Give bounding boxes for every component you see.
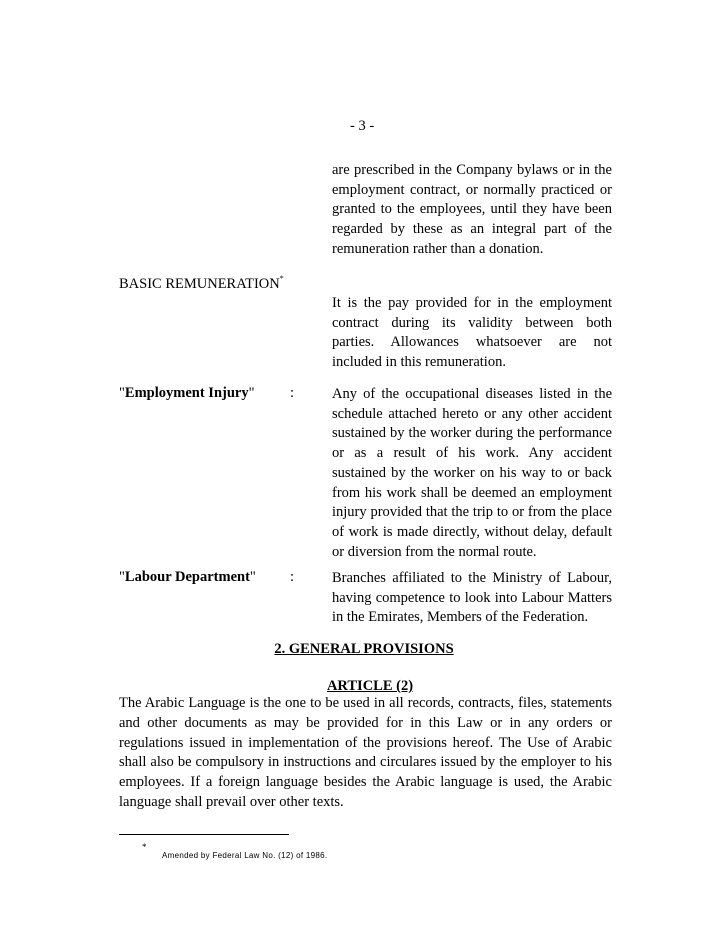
definition-term <box>119 385 255 402</box>
quote-open: " <box>119 385 125 401</box>
quote-open: " <box>119 569 125 585</box>
page-number: - 3 - <box>350 118 375 134</box>
continuation-text: are prescribed in the Company bylaws or in the employment contract, or normally practiced or granted to the employees, until they have been regarded by these as an integral part of the remuneration rather than a donation. <box>332 162 612 257</box>
quote-close: " <box>248 385 255 401</box>
definition-text: Branches affiliated to the Ministry of Labour, having competence to look into Labour Matters in the Emirates, Members of the Federation. <box>332 570 612 626</box>
footnote-marker: * <box>279 274 284 283</box>
footnote-text: Amended by Federal Law No. (12) of 1986. <box>162 851 328 860</box>
definition-text: It is the pay provided for in the employment contract during its validity between both parties. Allowances whatsoever are not included in this remuneration. <box>332 295 612 371</box>
term-label: Labour Department <box>124 569 250 585</box>
section-heading: 2. GENERAL PROVISIONS <box>274 641 454 657</box>
definition-term <box>119 569 256 586</box>
quote-close: " <box>249 569 256 585</box>
article-heading: ARTICLE (2) <box>326 678 414 694</box>
definition-colon: : <box>290 385 295 401</box>
definition-text: Any of the occupational diseases listed in the schedule attached hereto or any other accident sustained by the worker during the performance or as a result of his work. Any accident sustained by the worker on his way to or back from his work shall be deemed an employment injury provided that the trip to or from the place of work is made directly, without delay, default or diversion from the normal route. <box>332 386 612 560</box>
definition-term <box>119 276 284 293</box>
footnote-divider <box>119 834 289 835</box>
term-label: Employment Injury <box>124 385 249 401</box>
article-paragraph: The Arabic Language is the one to be used in all records, contracts, files, statements and other documents as may be provided for in this Law or in any orders or regulations issued in implementation of the provisions hereof. The Use of Arabic shall also be compulsory in instructions and circulares issued by the employer to his employees. If a foreign language besides the Arabic language is used, the Arabic language shall prevail over other texts. <box>119 695 612 810</box>
footnote-marker: * <box>142 842 147 852</box>
term-label: BASIC REMUNERATION <box>119 276 280 292</box>
definition-colon: : <box>290 569 295 585</box>
